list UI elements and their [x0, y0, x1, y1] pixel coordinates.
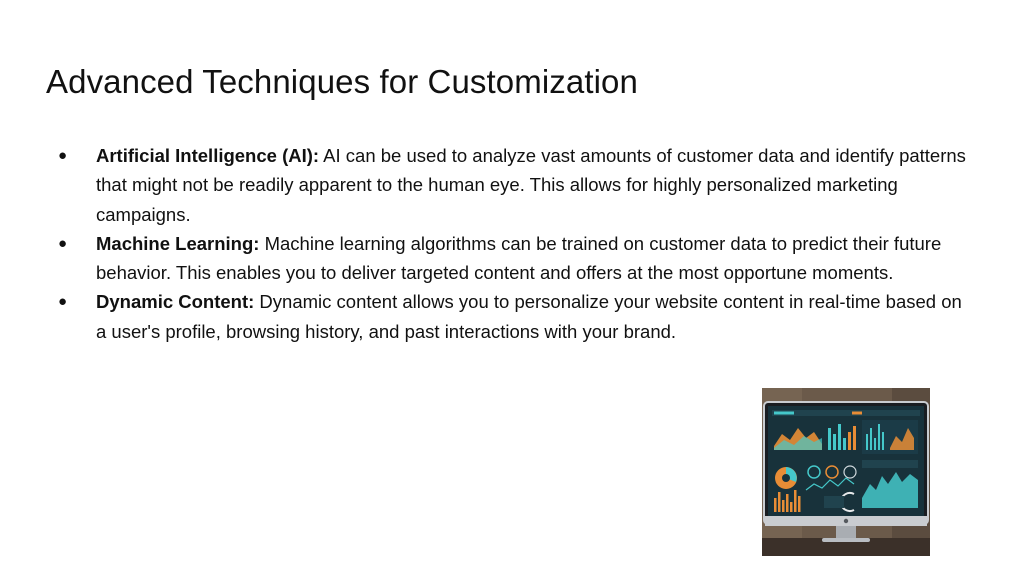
slide-title: Advanced Techniques for Customization: [46, 63, 638, 100]
bullet-item-machine-learning: [58, 229, 970, 288]
bullet-icon: ●: [58, 147, 68, 164]
bullet-item-ai: [58, 141, 970, 229]
bullet-term: Artificial Intelligence (AI):: [96, 145, 320, 166]
bullet-text: AI can be used to analyze vast amounts of customer data and identify patterns that might not be readily apparent to the human eye. This allows for highly personalized marketing campaigns.: [96, 145, 966, 225]
bullet-term: Dynamic Content:: [96, 291, 255, 313]
bullet-icon: ●: [58, 234, 68, 252]
monitor-illustration: [762, 388, 930, 556]
bullet-text: Dynamic content allows you to personalize your website content in real-time based on a user's profile, browsing history, and past interactions with your brand.: [96, 291, 962, 342]
bullet-text: Machine learning algorithms can be trained on customer data to predict their future behavior. This enables you to deliver targeted content and offers at the most opportune moments.: [96, 232, 942, 284]
bullet-list: [58, 141, 970, 346]
bullet-term: Machine Learning:: [96, 232, 260, 254]
dashboard-monitor-image: [762, 388, 930, 556]
bullet-icon: ●: [58, 293, 68, 311]
bullet-item-dynamic-content: [58, 287, 970, 346]
